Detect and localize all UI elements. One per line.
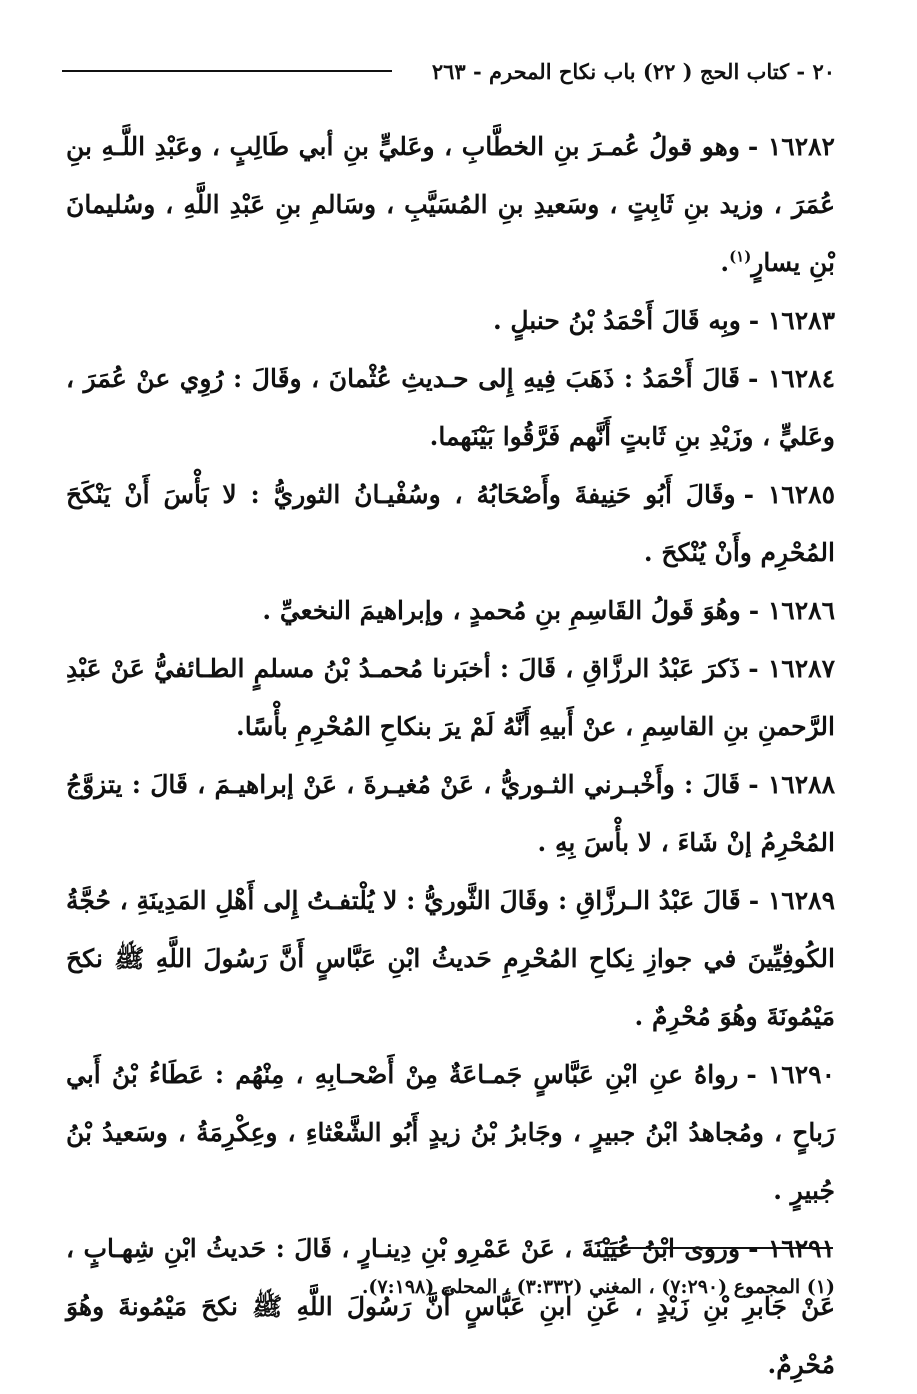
paragraph-16289 bbox=[66, 872, 835, 1046]
paragraph-number: ١٦٢٩١ - bbox=[748, 1234, 835, 1263]
header-rule bbox=[62, 70, 392, 72]
paragraph-text: وروى ابْنُ عُيَيْنَةَ ، عَنْ عَمْرِو بْنِ دِينـارٍ ، قَالَ : حَديثُ ابْنِ شِهـابٍ ، عَنْ جَابرِ بْنِ زَيْدٍ ، عَنِ ابنِ عَبَّاسٍ أَنَّ رَسُولَ اللَّهِ ﷺ نكحَ مَيْمُونةَ وهُوَ مُحْرِمٌ. bbox=[66, 1234, 835, 1379]
paragraph-text: ذَكرَ عَبْدُ الرزَّاقِ ، قَالَ : أخبَرنا مُحمـدُ بْنُ مسلمٍ الطـائفيُّ عَنْ عَبْدِ الرَّحمنِ بنِ القاسِمِ ، عنْ أَبيهِ أَنَّهُ لَمْ يرَ بنكاحِ المُحْرِمِ بأْسًا. bbox=[66, 654, 835, 741]
paragraph-16285 bbox=[66, 466, 835, 582]
paragraph-text: وهو قولُ عُمـرَ بنِ الخطَّابِ ، وعَليٍّ بنِ أبي طَالِبٍ ، وعَبْدِ اللَّـهِ بنِ عُمَرَ ، وزيد بنِ ثَابِتٍ ، وسَعيدِ بنِ المُسَيَّبِ ، وسَالمِ بنِ عَبْدِ اللَّهِ ، وسُليمانَ بْنِ يسارٍ bbox=[66, 132, 835, 277]
paragraph-number: ١٦٢٨٨ - bbox=[748, 770, 835, 799]
paragraph-16288 bbox=[66, 756, 835, 872]
paragraph-16286 bbox=[66, 582, 835, 640]
paragraph-16283 bbox=[66, 292, 835, 350]
paragraph-text: قَالَ : وأَخْبـرني الثـوريُّ ، عَنْ مُغيـرةَ ، عَنْ إبراهيـمَ ، قَالَ : يتزوَّجُ المُحْرِمُ إنْ شَاءَ ، لا بأْسَ بِهِ . bbox=[66, 770, 835, 857]
paragraph-number: ١٦٢٨٢ - bbox=[747, 132, 835, 161]
paragraph-number: ١٦٢٨٤ - bbox=[747, 364, 835, 393]
paragraph-text: رواهُ عنِ ابْنِ عَبَّاسٍ جَمـاعَةٌ مِنْ أَصْحـابِهِ ، مِنْهُم : عَطَاءُ بْنُ أَبي رَباحٍ ، ومُجاهدُ ابْنُ جبيرٍ ، وجَابرُ بْنُ زيدٍ أَبُو الشَّعْثاءِ ، وعِكْرِمَةُ ، وسَعيدُ بْنُ جُبيرٍ . bbox=[66, 1060, 835, 1205]
paragraph-number: ١٦٢٨٩ - bbox=[748, 886, 835, 915]
paragraph-tail: . bbox=[720, 248, 730, 277]
footnote: (١) المجموع (٧:٢٩٠) ، المغني (٣:٣٣٢) ، المحلى (٧:١٩٨). bbox=[361, 1276, 835, 1298]
paragraph-16290 bbox=[66, 1046, 835, 1220]
paragraph-number: ١٦٢٨٦ - bbox=[748, 596, 835, 625]
paragraph-text: قَالَ عَبْدُ الـرزَّاقِ : وقَالَ الثَّوريُّ : لا يُلْتفـتُ إِلى أَهْلِ المَدِينَةِ ، حُجَّةُ الكُوفِيِّينَ في جوازِ نِكاحِ المُحْرِمِ حَديثُ ابْنِ عَبَّاسٍ أَنَّ رَسُولَ اللَّهِ ﷺ نكحَ مَيْمُونَةَ وهُوَ مُحْرِمٌ . bbox=[66, 886, 835, 1031]
page-header bbox=[62, 56, 835, 86]
paragraph-text: وبِه قَالَ أَحْمَدُ بْنُ حنبلٍ . bbox=[492, 306, 741, 335]
paragraph-text: قَالَ أَحْمَدُ : ذَهَبَ فِيهِ إِلى حـديثِ عُثْمانَ ، وقَالَ : رُوِي عنْ عُمَرَ ، وعَليٍّ ، وزَيْدِ بنِ ثَابتٍ أَنَّهم فَرَّقُوا بَيْنَهما. bbox=[66, 364, 835, 451]
main-text bbox=[66, 118, 835, 1394]
paragraph-text: وهُوَ قَولُ القَاسِمِ بنِ مُحمدٍ ، وإبراهيمَ النخعيِّ . bbox=[262, 596, 741, 625]
running-header: ٢٠ - كتاب الحج ( ٢٢) باب نكاح المحرم - ٢٦٣ bbox=[431, 58, 835, 84]
paragraph-16282 bbox=[66, 118, 835, 292]
paragraph-number: ١٦٢٨٣ - bbox=[748, 306, 835, 335]
footnote-marker[interactable]: (١) bbox=[729, 247, 752, 266]
paragraph-number: ١٦٢٨٥ - bbox=[743, 480, 835, 509]
paragraph-16287 bbox=[66, 640, 835, 756]
paragraph-number: ١٦٢٩٠ - bbox=[746, 1060, 835, 1089]
paragraph-number: ١٦٢٨٧ - bbox=[748, 654, 835, 683]
footnote-rule bbox=[605, 1247, 833, 1249]
paragraph-16284 bbox=[66, 350, 835, 466]
paragraph-text: وقَالَ أَبُو حَنِيفةَ وأَصْحَابُهُ ، وسُفْيـانُ الثوريُّ : لا بَأْسَ أَنْ يَنْكَحَ المُحْرِم وأَنْ يُنْكحَ . bbox=[66, 480, 835, 567]
